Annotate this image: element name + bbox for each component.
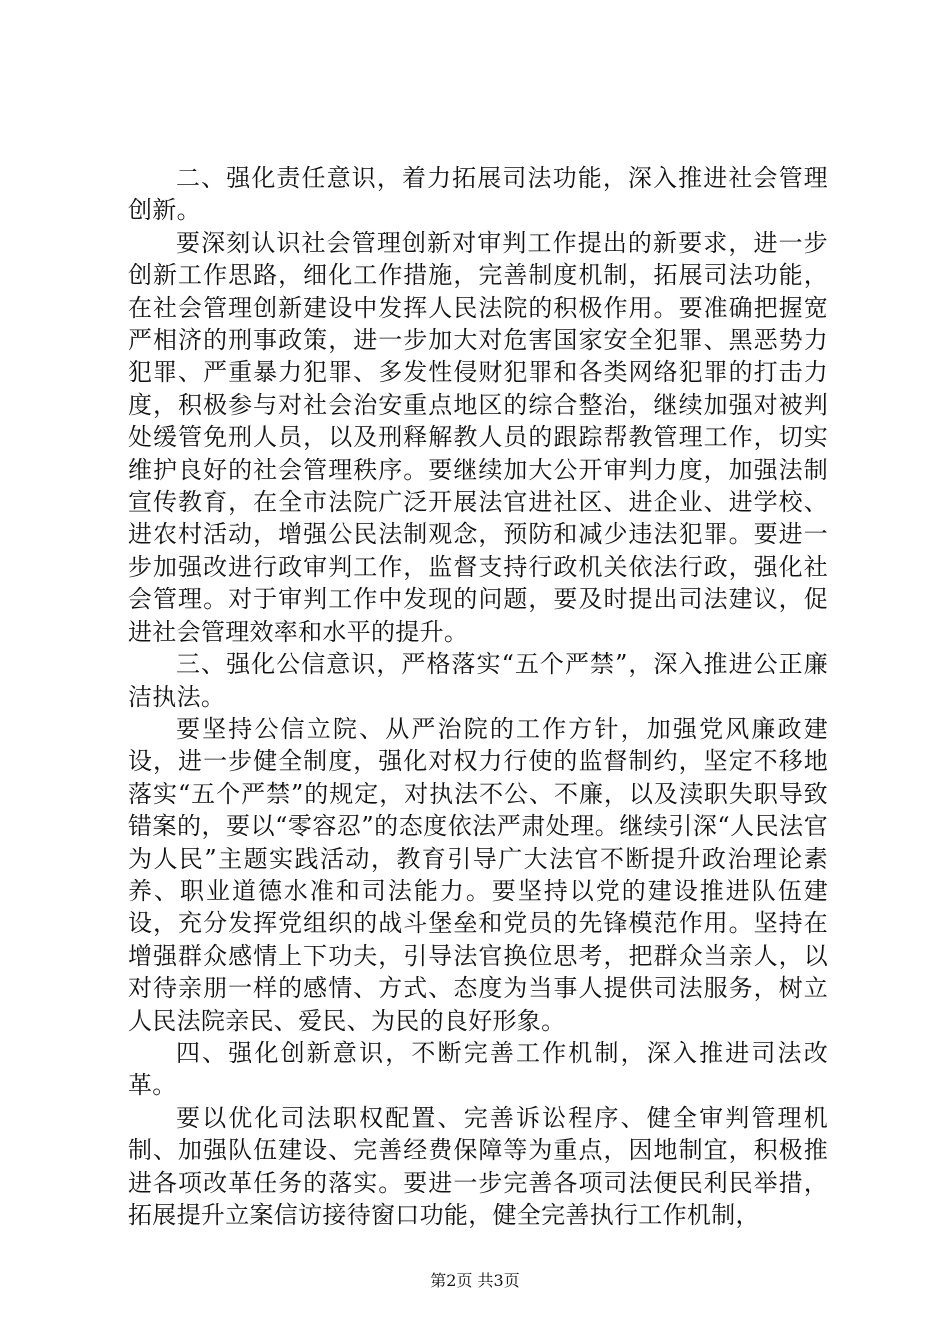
- page-number-footer: 第2页 共3页: [430, 1271, 520, 1290]
- section-heading-four: 四、强化创新意识，不断完善工作机制，深入推进司法改革。: [128, 1038, 828, 1100]
- body-paragraph: 要深刻认识社会管理创新对审判工作提出的新要求，进一步创新工作思路，细化工作措施，完善制度机制，拓展司法功能，在社会管理创新建设中发挥人民法院的积极作用。要准确把握宽严相济的刑事政策，进一步加大对危害国家安全犯罪、黑恶势力犯罪、严重暴力犯罪、多发性侵财犯罪和各类网络犯罪的打击力度，积极参与对社会治安重点地区的综合整治，继续加强对被判处缓管免刑人员，以及刑释解教人员的跟踪帮教管理工作，切实维护良好的社会管理秩序。要继续加大公开审判力度，加强法制宣传教育，在全市法院广泛开展法官进社区、进企业、进学校、进农村活动，增强公民法制观念，预防和减少违法犯罪。要进一步加强改进行政审判工作，监督支持行政机关依法行政，强化社会管理。对于审判工作中发现的问题，要及时提出司法建议，促进社会管理效率和水平的提升。: [128, 228, 828, 646]
- body-paragraph: 要以优化司法职权配置、完善诉讼程序、健全审判管理机制、加强队伍建设、完善经费保障等为重点，因地制宜，积极推进各项改革任务的落实。要进一步完善各项司法便民利民举措，拓展提升立案信访接待窗口功能，健全完善执行工作机制，: [128, 1103, 828, 1229]
- document-body: [128, 162, 828, 1231]
- section-heading-three: 三、强化公信意识，严格落实“五个严禁”，深入推进公正廉洁执法。: [128, 650, 828, 711]
- body-paragraph: 要坚持公信立院、从严治院的工作方针，加强党风廉政建设，进一步健全制度，强化对权力行使的监督制约，坚定不移地落实“五个严禁”的规定，对执法不公、不廉，以及渎职失职导致错案的，要以“零容忍”的态度依法严肃处理。继续引深“人民法官为人民”主题实践活动，教育引导广大法官不断提升政治理论素养、职业道德水准和司法能力。要坚持以党的建设推进队伍建设，充分发挥党组织的战斗堡垒和党员的先锋模范作用。坚持在增强群众感情上下功夫，引导法官换位思考，把群众当亲人，以对待亲朋一样的感情、方式、态度为当事人提供司法服务，树立人民法院亲民、爱民、为民的良好形象。: [128, 714, 828, 1035]
- section-heading-two: 二、强化责任意识，着力拓展司法功能，深入推进社会管理创新。: [128, 164, 828, 225]
